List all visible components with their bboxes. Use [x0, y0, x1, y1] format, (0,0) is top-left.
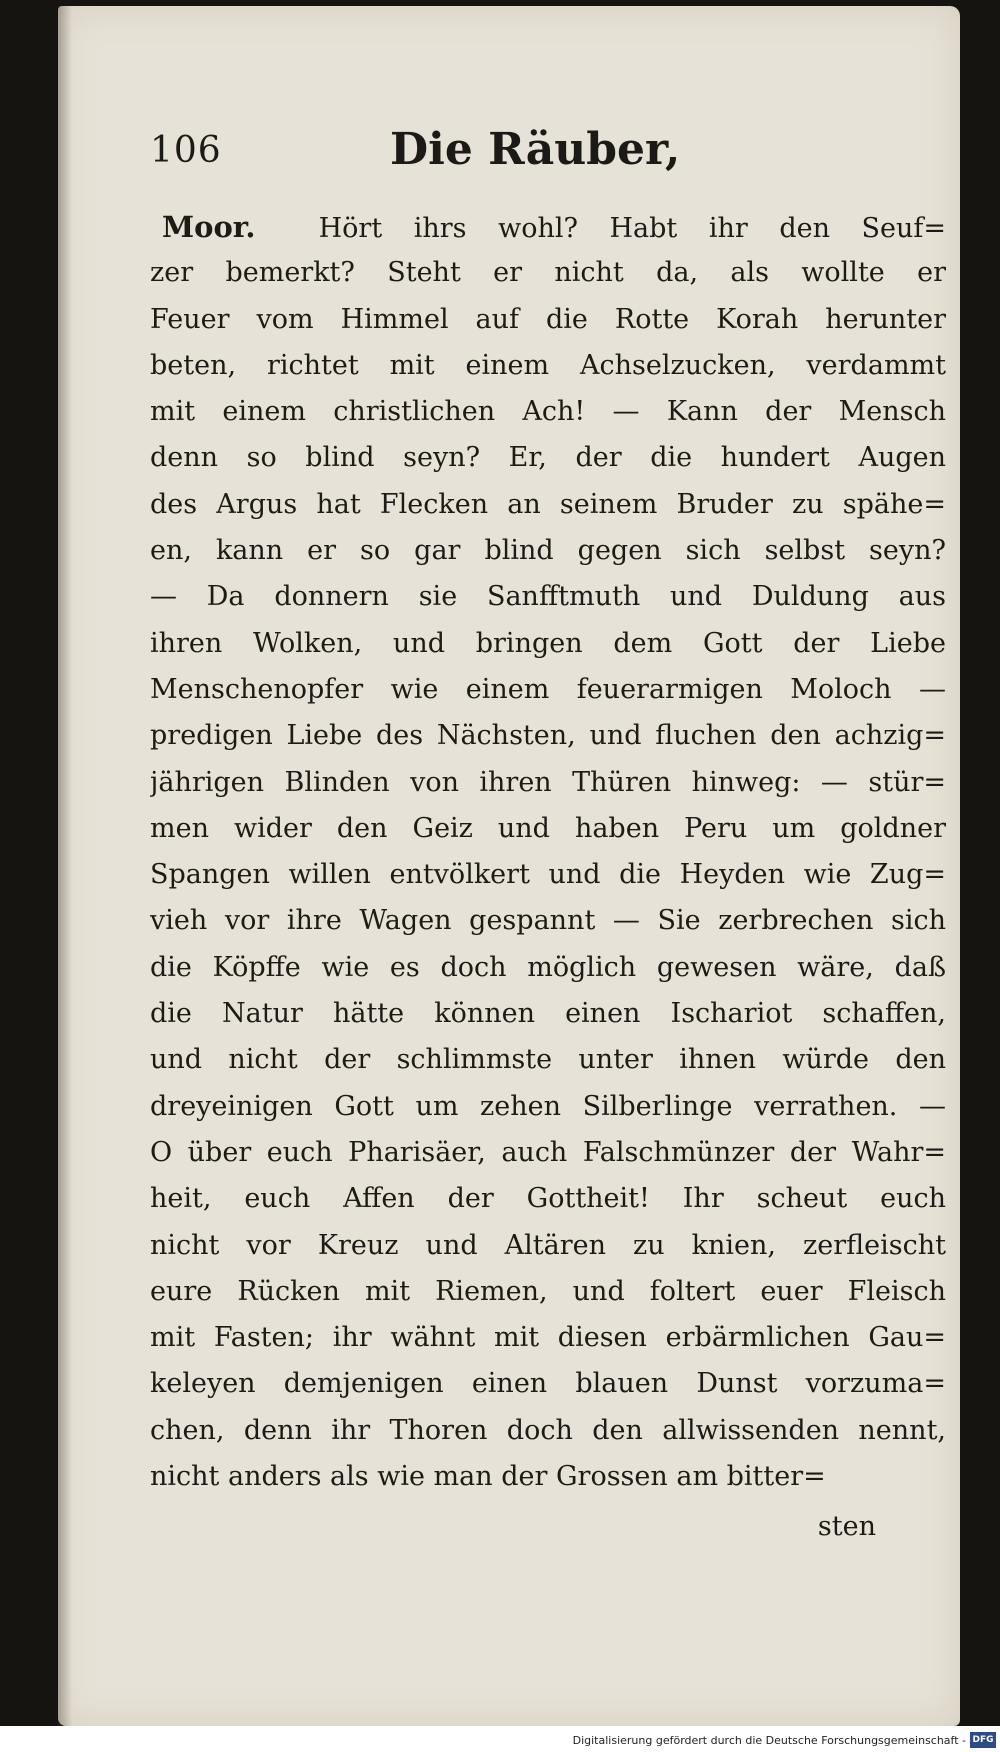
text-line: men wider den Geiz und haben Peru um goldner	[150, 812, 946, 844]
digitization-footer	[0, 1726, 1000, 1752]
text-line: zer bemerkt? Steht er nicht da, als wollte er	[150, 257, 946, 289]
text-line: ihren Wolken, und bringen dem Gott der Liebe	[150, 627, 946, 659]
dfg-logo-icon: DFG	[970, 1732, 996, 1748]
text-line: nicht vor Kreuz und Altären zu knien, zerfleischt	[150, 1229, 946, 1261]
text-line: dreyeinigen Gott um zehen Silberlinge verrathen. —	[150, 1090, 946, 1122]
text-line: die Köpffe wie es doch möglich gewesen wäre, daß	[150, 951, 946, 983]
speaker-name: Moor.	[162, 210, 256, 244]
book-page	[58, 6, 960, 1726]
text-line: en, kann er so gar blind gegen sich selbst seyn?	[150, 535, 946, 567]
text-line: Menschenopfer wie einem feuerarmigen Moloch —	[150, 673, 946, 705]
text-line: chen, denn ihr Thoren doch den allwissenden nennt,	[150, 1414, 946, 1446]
text-line	[150, 204, 946, 250]
text-line: eure Rücken mit Riemen, und foltert euer Fleisch	[150, 1275, 946, 1307]
footer-credit: Digitalisierung gefördert durch die Deutsche Forschungsgemeinschaft -	[572, 1734, 966, 1747]
text-line: jährigen Blinden von ihren Thüren hinweg: — stür=	[150, 766, 946, 798]
text-line: Feuer vom Himmel auf die Rotte Korah herunter	[150, 303, 946, 335]
text-line: mit Fasten; ihr wähnt mit diesen erbärmlichen Gau=	[150, 1322, 946, 1354]
text-line: O über euch Pharisäer, auch Falschmünzer der Wahr=	[150, 1136, 946, 1168]
text-line: keleyen demjenigen einen blauen Dunst vorzuma=	[150, 1368, 946, 1400]
text-line: heit, euch Affen der Gottheit! Ihr scheut euch	[150, 1183, 946, 1215]
text-line: des Argus hat Flecken an seinem Bruder zu spähe=	[150, 488, 946, 520]
text-line: die Natur hätte können einen Ischariot schaffen,	[150, 998, 946, 1030]
text-line: beten, richtet mit einem Achselzucken, verdammt	[150, 349, 946, 381]
page-spine-shadow	[58, 6, 72, 1726]
text-line: denn so blind seyn? Er, der die hundert Augen	[150, 442, 946, 474]
catchword: sten	[817, 1511, 876, 1542]
text-line: predigen Liebe des Nächsten, und fluchen den achzig=	[150, 720, 946, 752]
text-line: — Da donnern sie Sanfftmuth und Duldung aus	[150, 581, 946, 613]
running-title: Die Räuber,	[390, 124, 681, 175]
text-line: und nicht der schlimmste unter ihnen würde den	[150, 1044, 946, 1076]
text-line: mit einem christlichen Ach! — Kann der Mensch	[150, 396, 946, 428]
body-text	[150, 204, 946, 1500]
page-number: 106	[150, 130, 222, 171]
text-line: Spangen willen entvölkert und die Heyden wie Zug=	[150, 859, 946, 891]
page-header	[150, 124, 910, 184]
text-line: vieh vor ihre Wagen gespannt — Sie zerbrechen sich	[150, 905, 946, 937]
text-line: nicht anders als wie man der Grossen am bitter=	[150, 1461, 826, 1493]
text-line-rest: Hört ihrs wohl? Habt ihr den Seuf=	[318, 213, 946, 244]
